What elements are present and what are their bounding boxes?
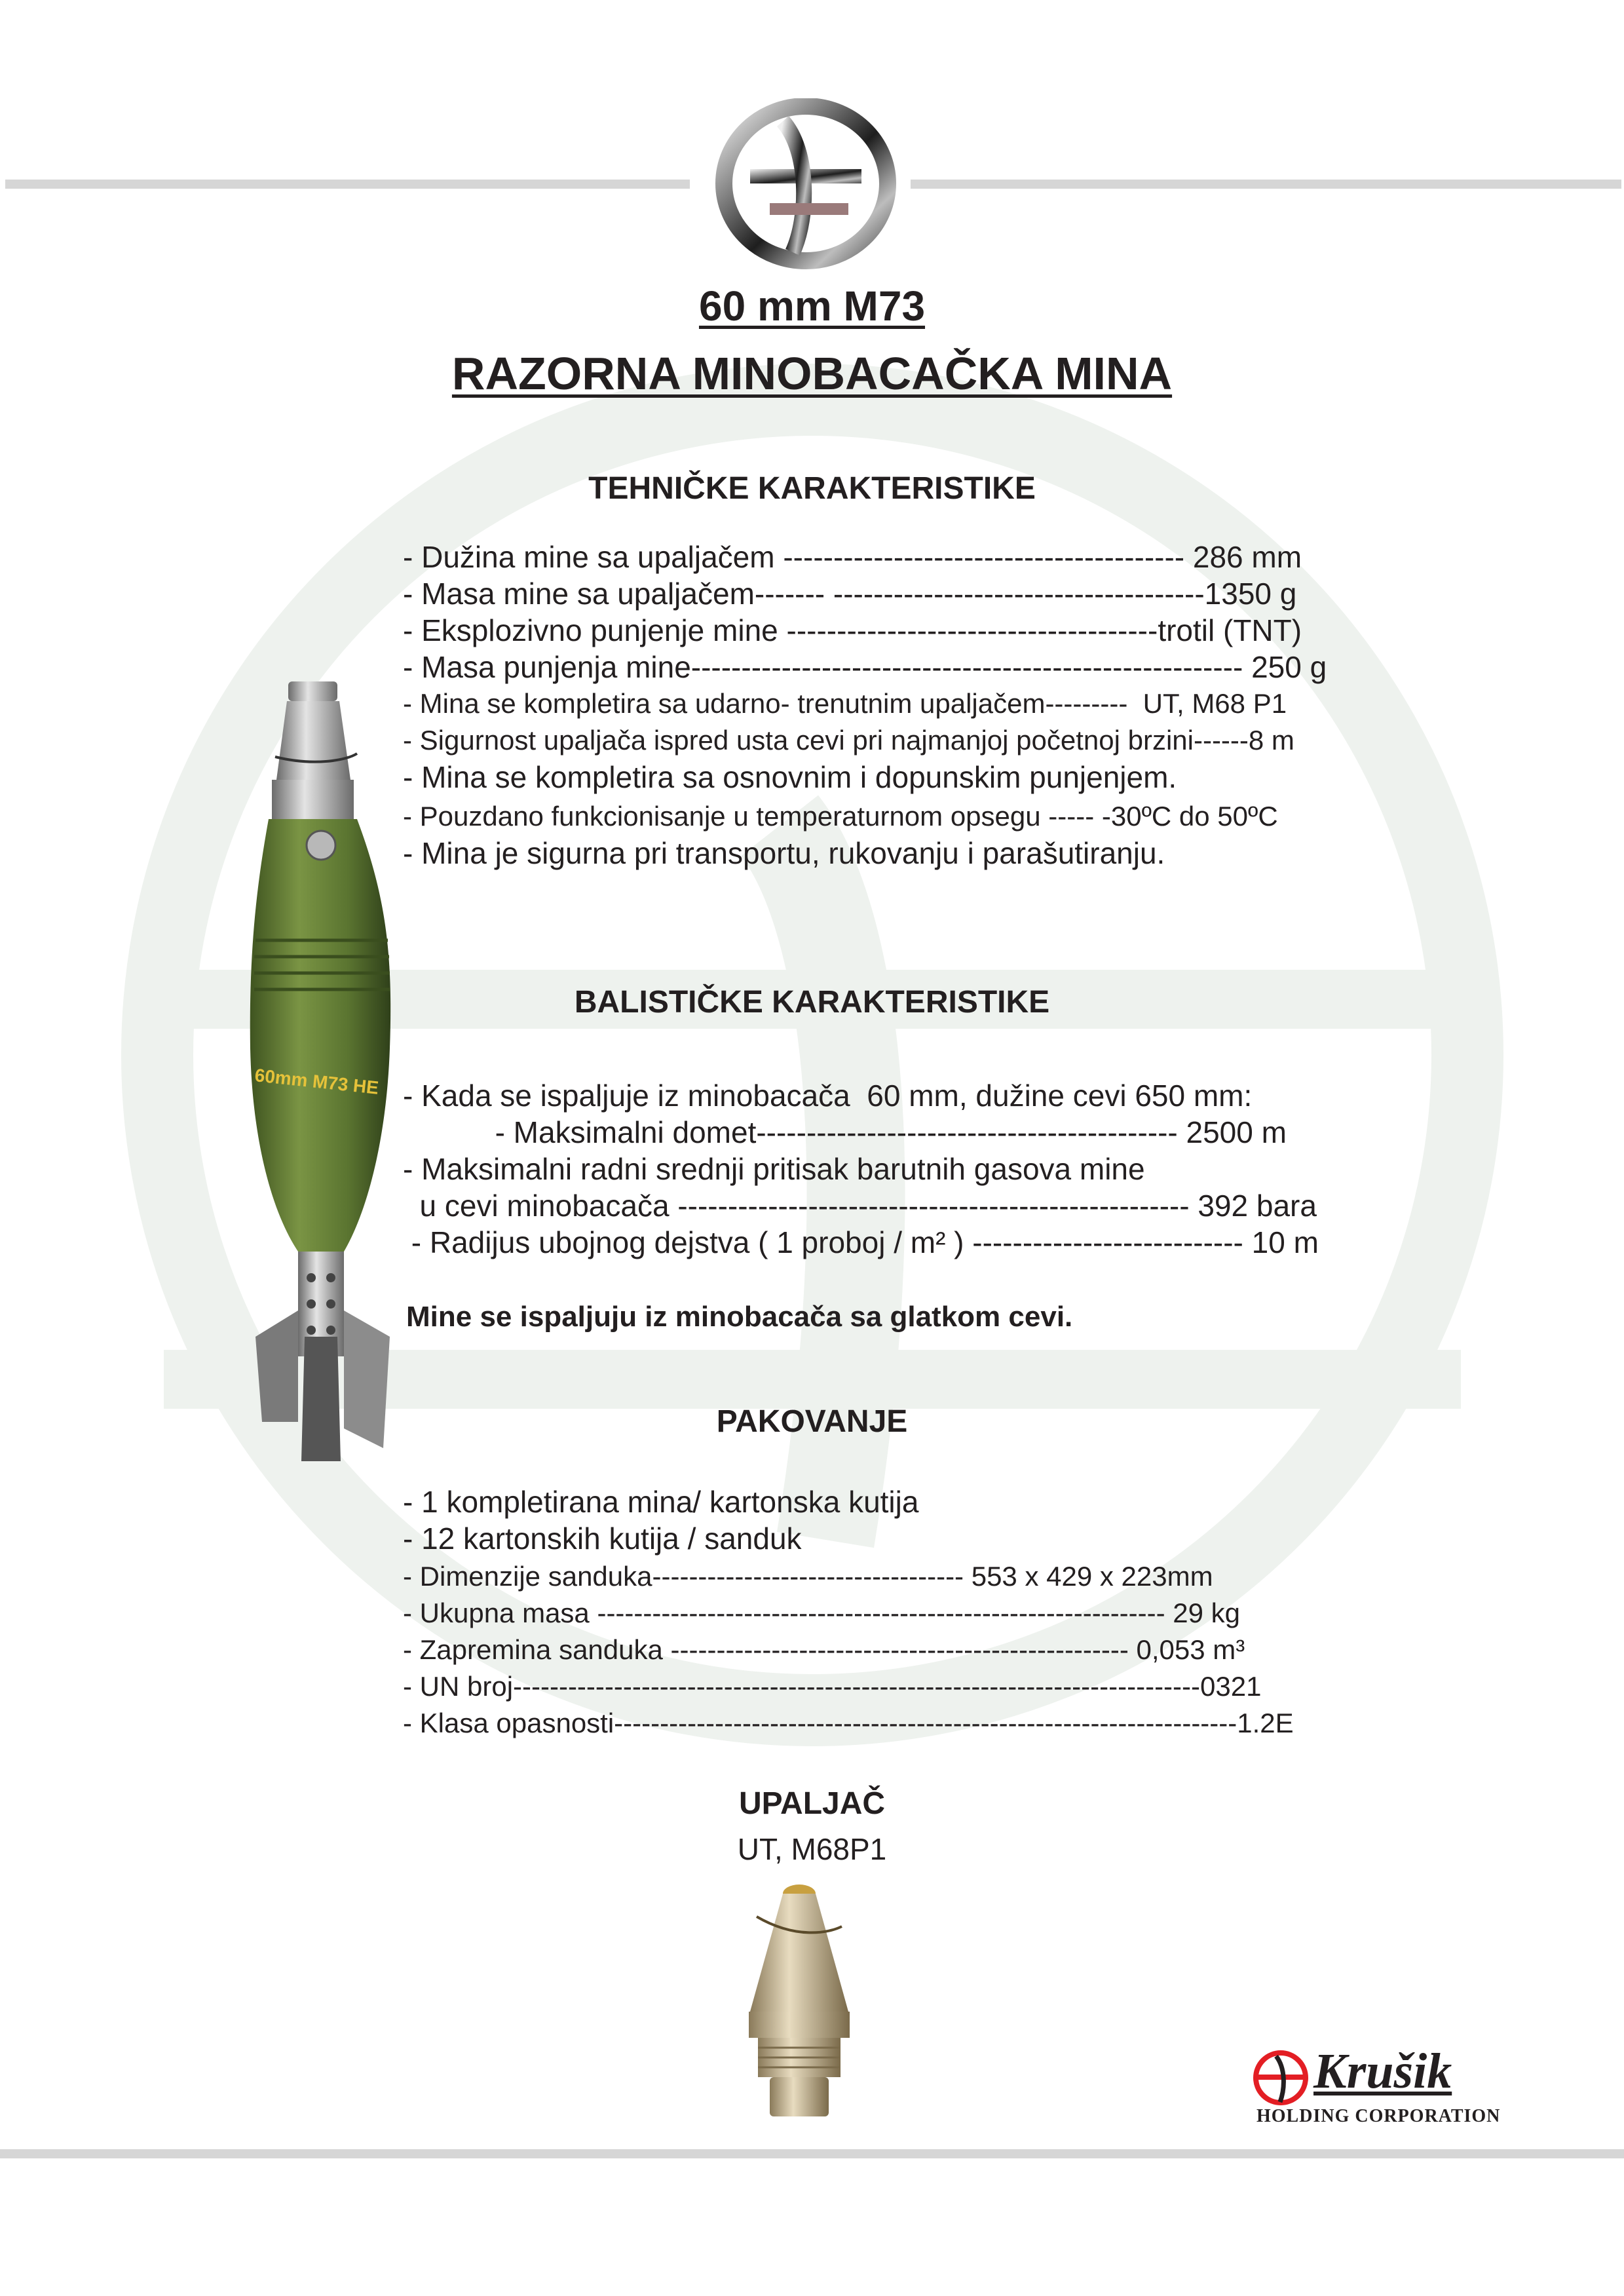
list-item: - Pouzdano funkcionisanje u temperaturnom opsegu ----- -30ºC do 50ºC [403,801,1278,832]
ballistic-heading: BALISTIČKE KARAKTERISTIKE [574,985,1050,1020]
fuze-image [717,1881,881,2123]
list-item: - Mina je sigurna pri transportu, rukovanju i parašutiranju. [403,836,1165,870]
list-item: u cevi minobacača --------------------------------------------------- 392 bara [403,1189,1317,1223]
list-item: - Maksimalni domet------------------------------------------ 2500 m [403,1115,1287,1149]
fuze-heading: UPALJAČ [738,1786,886,1821]
list-item: - Klasa opasnosti--------------------------------------------------------------------1.2E [403,1708,1294,1738]
list-item: - Eksplozivno punjenje mine -------------------------------------trotil (TNT) [403,613,1302,647]
packaging-heading: PAKOVANJE [716,1404,908,1439]
list-item: - Mina se kompletira sa osnovnim i dopunskim punjenjem. [403,760,1177,794]
mortar-bomb-image [236,681,413,1461]
list-item: - Sigurnost upaljača ispred usta cevi pri najmanjoj početnoj brzini------8 m [403,725,1294,756]
title-line2: RAZORNA MINOBACAČKA MINA [451,348,1173,399]
fuze-value: UT, M68P1 [737,1832,887,1866]
list-item: - 12 kartonskih kutija / sanduk [403,1521,802,1556]
list-item: - Kada se ispaljuje iz minobacača 60 mm, dužine cevi 650 mm: [403,1079,1253,1113]
list-item: - Masa punjenja mine------------------------------------------------------- 250 g [403,650,1327,684]
list-item: - Ukupna masa -------------------------------------------------------------- 29 kg [403,1598,1241,1628]
list-item: - Radijus ubojnog dejstva ( 1 proboj / m² ) --------------------------- 10 m [403,1225,1319,1259]
list-item: - Maksimalni radni srednji pritisak barutnih gasova mine [403,1152,1145,1186]
mortar-marking: 60mm M73 HE [254,1065,380,1098]
title-line1: 60 mm M73 [698,282,926,330]
company-subtitle: HOLDING CORPORATION [1256,2106,1501,2126]
technical-heading: TEHNIČKE KARAKTERISTIKE [588,471,1036,506]
header-rule-right [911,180,1621,189]
list-item: - Masa mine sa upaljačem------- -------------------------------------1350 g [403,577,1297,611]
company-name: Krušik [1313,2044,1452,2099]
company-logo-emblem-icon [1251,2048,1310,2107]
list-item: - UN broj---------------------------------------------------------------------------0321 [403,1671,1262,1702]
list-item: - Dužina mine sa upaljačem ---------------------------------------- 286 mm [403,540,1302,574]
list-item: - 1 kompletirana mina/ kartonska kutija [403,1485,919,1519]
list-item: - Dimenzije sanduka---------------------------------- 553 x 429 x 223mm [403,1561,1213,1592]
footer-rule [0,2149,1624,2158]
header-rule-left [5,180,690,189]
company-logo [1251,2043,1526,2135]
ballistic-note: Mine se ispaljuju iz minobacača sa glatkom cevi. [406,1301,1073,1333]
list-item: - Zapremina sanduka -------------------------------------------------- 0,053 m³ [403,1634,1245,1665]
list-item: - Mina se kompletira sa udarno- trenutnim upaljačem--------- UT, M68 P1 [403,688,1287,719]
company-emblem-logo [711,98,901,275]
